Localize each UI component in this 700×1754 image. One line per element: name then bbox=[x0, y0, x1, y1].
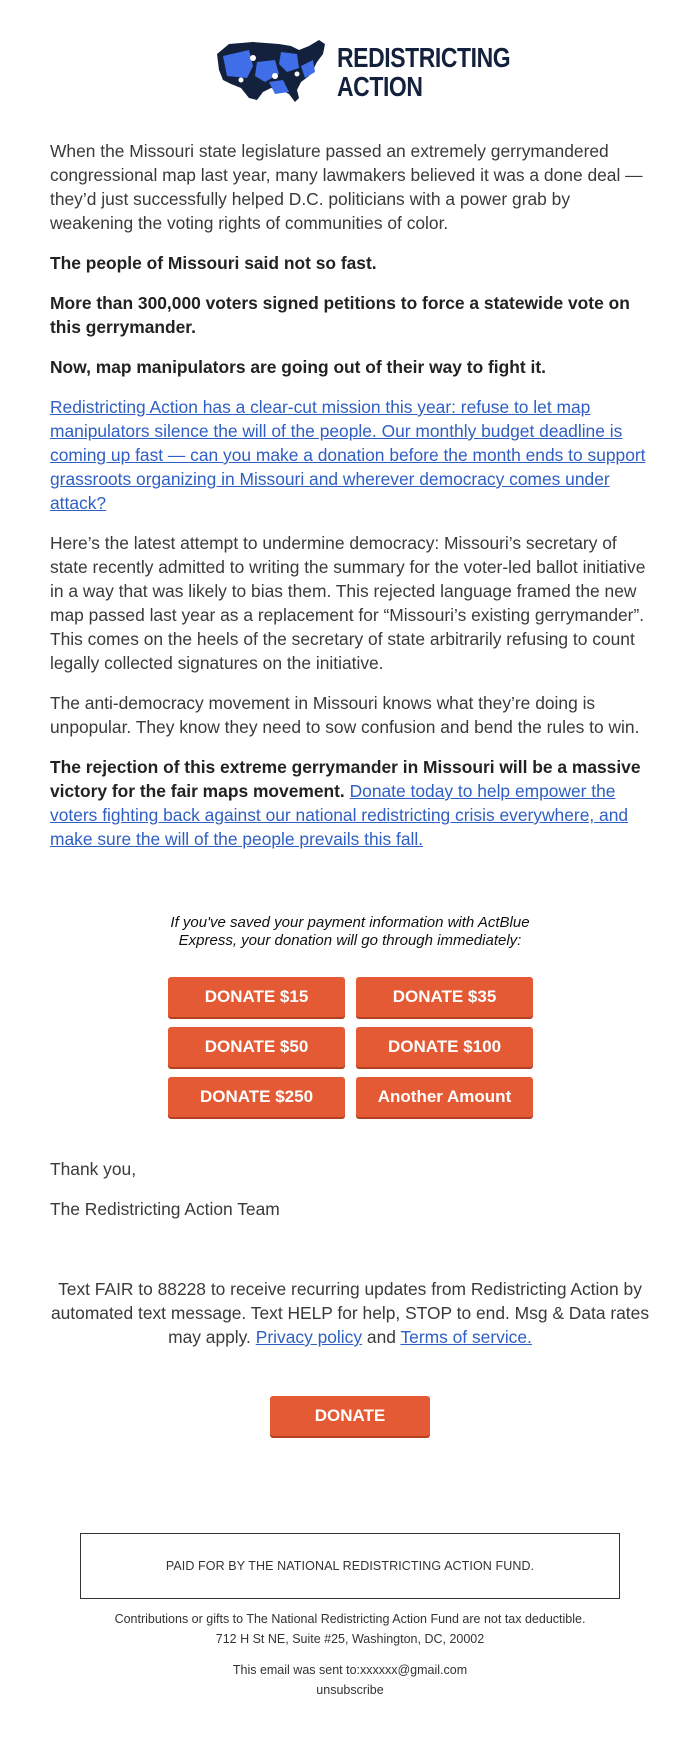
body-paragraph-7: The anti-democracy movement in Missouri knows what they’re doing is unpopular. They know they need to sow confusion and bend the rules to win. bbox=[50, 693, 640, 737]
signoff-team: The Redistricting Action Team bbox=[50, 1199, 280, 1219]
tax-disclaimer: Contributions or gifts to The National Redistricting Action Fund are not tax deductible. bbox=[114, 1612, 586, 1626]
donate-another-amount-button[interactable]: Another Amount bbox=[356, 1077, 533, 1117]
footer bbox=[50, 1609, 650, 1700]
donate-50-button[interactable]: DONATE $50 bbox=[168, 1027, 345, 1067]
body-paragraph-2: The people of Missouri said not so fast. bbox=[50, 253, 377, 273]
mailing-address: 712 H St NE, Suite #25, Washington, DC, 20002 bbox=[215, 1632, 485, 1646]
donate-today-link[interactable]: Donate today to help empower the voters fighting back against our national redistricting crisis everywhere, and make sure the will of the people prevails this fall. bbox=[50, 781, 629, 849]
sms-text: Text FAIR to 88228 to receive recurring updates from Redistricting Action by automated text message. Text HELP for help, STOP to end. Msg & Data rates may apply. bbox=[50, 1279, 650, 1347]
donation-appeal-link[interactable]: Redistricting Action has a clear-cut mission this year: refuse to let map manipulators silence the will of the people. Our monthly budget deadline is coming up fast — can you make a donation before the month ends to support grassroots organizing in Missouri and wherever democracy comes under attack? bbox=[50, 397, 646, 513]
us-map-puzzle-icon bbox=[213, 36, 331, 108]
paid-for-text: PAID FOR BY THE NATIONAL REDISTRICTING ACTION FUND. bbox=[165, 1559, 535, 1573]
email-body bbox=[50, 139, 650, 867]
body-paragraph-6: Here’s the latest attempt to undermine democracy: Missouri’s secretary of state recently admitted to writing the summary for the voter-led ballot initiative in a way that was likely to bias them. This rejected language framed the new map passed last year as a replacement for “Missouri’s existing gerrymander”. This comes on the heels of the secretary of state arbitrarily refusing to count legally collected signatures on the initiative. bbox=[50, 533, 646, 673]
terms-of-service-link[interactable]: Terms of service. bbox=[400, 1327, 532, 1347]
logo-wordmark bbox=[337, 42, 511, 102]
body-paragraph-5 bbox=[50, 395, 650, 515]
sms-disclaimer bbox=[50, 1277, 650, 1349]
signoff-thanks: Thank you, bbox=[50, 1159, 137, 1179]
logo-line-2: ACTION bbox=[337, 71, 423, 102]
donate-100-button[interactable]: DONATE $100 bbox=[356, 1027, 533, 1067]
body-paragraph-8-bold: The rejection of this extreme gerrymander in Missouri will be a massive victory for the fair maps movement. bbox=[50, 757, 641, 801]
donate-250-button[interactable]: DONATE $250 bbox=[168, 1077, 345, 1117]
sent-to-notice: This email was sent to:xxxxxx@gmail.com bbox=[232, 1663, 468, 1677]
redistricting-action-logo[interactable] bbox=[0, 36, 700, 108]
unsubscribe-link[interactable]: unsubscribe bbox=[316, 1683, 384, 1697]
donation-buttons bbox=[168, 977, 533, 1117]
body-paragraph-8 bbox=[50, 755, 650, 851]
signoff bbox=[50, 1157, 650, 1237]
privacy-policy-link[interactable]: Privacy policy bbox=[255, 1327, 363, 1347]
actblue-express-note: If you've saved your payment information with ActBlue Express, your donation will go through immediately: bbox=[170, 914, 530, 949]
paid-for-disclaimer-box bbox=[80, 1533, 620, 1599]
donate-35-button[interactable]: DONATE $35 bbox=[356, 977, 533, 1017]
body-paragraph-4: Now, map manipulators are going out of their way to fight it. bbox=[50, 357, 546, 377]
sms-and: and bbox=[366, 1327, 396, 1347]
body-paragraph-3: More than 300,000 voters signed petitions to force a statewide vote on this gerrymander. bbox=[50, 293, 630, 337]
logo-line-1: REDISTRICTING bbox=[337, 42, 511, 73]
donate-15-button[interactable]: DONATE $15 bbox=[168, 977, 345, 1017]
body-paragraph-1: When the Missouri state legislature passed an extremely gerrymandered congressional map last year, many lawmakers believed it was a done deal — they’d just successfully helped D.C. politicians with a power grab by weakening the voting rights of communities of color. bbox=[50, 141, 643, 233]
donate-button[interactable]: DONATE bbox=[270, 1396, 430, 1436]
